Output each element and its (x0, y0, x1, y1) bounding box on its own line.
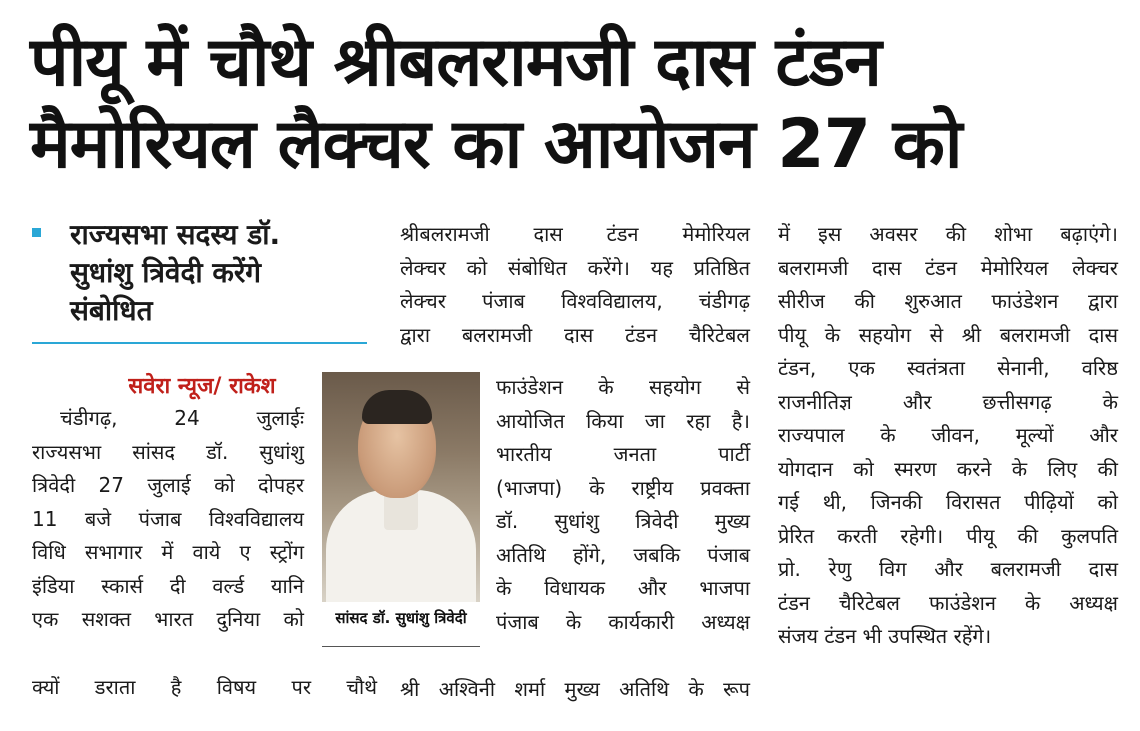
col1-line: 11 बजे पंजाब विश्वविद्यालय (32, 506, 304, 531)
subhead-line-2: सुधांशु त्रिवेदी करेंगे (70, 256, 262, 289)
col1-tail-line: क्यों डराता है विषय पर चौथे (32, 675, 377, 699)
col2-line: डॉ. सुधांशु त्रिवेदी मुख्य (496, 509, 750, 533)
column-2-bottom (400, 673, 750, 707)
col1-tail (32, 671, 377, 705)
col3-line: टंडन चैरिटेबल फाउंडेशन के अध्यक्ष (778, 590, 1118, 615)
byline: सवेरा न्यूज/ राकेश (128, 374, 276, 399)
column-1 (32, 402, 304, 637)
subhead (70, 216, 367, 330)
bullet-square-icon (32, 228, 41, 237)
headline-line-1: पीयू में चौथे श्रीबलरामजी दास टंडन (30, 23, 881, 102)
photo-caption: सांसद डॉ. सुधांशु त्रिवेदी (335, 609, 467, 627)
column-2-middle (496, 371, 750, 639)
subhead-divider (32, 342, 367, 344)
col3-line: राज्यपाल के जीवन, मूल्यों और (778, 423, 1118, 447)
col2-line: श्रीबलरामजी दास टंडन मेमोरियल (400, 222, 750, 246)
col2-line: अतिथि होंगे, जबकि पंजाब (496, 542, 750, 567)
col2-line: के विधायक और भाजपा (496, 576, 750, 600)
col1-line: विधि सभागार में वाये ए स्ट्रोंग (32, 540, 304, 564)
col3-line: गई थी, जिनकी विरासत पीढ़ियों को (778, 490, 1118, 514)
caption-divider (322, 646, 480, 647)
subhead-block (32, 216, 367, 330)
col2-line: द्वारा बलरामजी दास टंडन चैरिटेबल (400, 322, 750, 347)
col2-line: लेक्चर को संबोधित करेंगे। यह प्रतिष्ठित (400, 255, 750, 280)
col3-line: राजनीतिज्ञ और छत्तीसगढ़ के (778, 389, 1118, 414)
headline-line-2: मैमोरियल लैक्चर का आयोजन 27 को (30, 105, 962, 184)
headline (30, 22, 1125, 186)
col1-line: चंडीगढ़, 24 जुलाईः (60, 406, 304, 430)
col1-line: इंडिया स्कार्स दी वर्ल्ड यानि (32, 573, 304, 598)
col2-line: आयोजित किया जा रहा है। (496, 408, 750, 433)
col3-line: सीरीज की शुरुआत फाउंडेशन द्वारा (778, 289, 1118, 313)
photo-hair-shape (362, 390, 432, 424)
subhead-line-3: संबोधित (70, 294, 153, 327)
col3-line: में इस अवसर की शोभा बढ़ाएंगे। (778, 222, 1118, 246)
portrait-photo (322, 372, 480, 602)
col3-line: योगदान को स्मरण करने के लिए की (778, 456, 1118, 481)
col3-line: संजय टंडन भी उपस्थित रहेंगे। (778, 624, 992, 648)
column-3 (778, 218, 1118, 654)
column-2-top (400, 218, 750, 352)
col1-line: एक सशक्त भारत दुनिया को (32, 607, 304, 631)
col2-line: (भाजपा) के राष्ट्रीय प्रवक्ता (496, 475, 750, 500)
col3-line: प्रेरित करती रहेगी। पीयू की कुलपति (778, 523, 1118, 548)
col2-line: पंजाब के कार्यकारी अध्यक्ष (496, 609, 750, 634)
col2-line: लेक्चर पंजाब विश्वविद्यालय, चंडीगढ़ (400, 289, 750, 313)
col2-line: श्री अश्विनी शर्मा मुख्य अतिथि के रूप (400, 677, 750, 701)
col3-line: प्रो. रेणु विग और बलरामजी दास (778, 557, 1118, 581)
col1-line: त्रिवेदी 27 जुलाई को दोपहर (32, 473, 304, 497)
col2-line: भारतीय जनता पार्टी (496, 442, 750, 466)
col3-line: पीयू के सहयोग से श्री बलरामजी दास (778, 322, 1118, 347)
subhead-line-1: राज्यसभा सदस्य डॉ. (70, 218, 281, 251)
col2-line: फाउंडेशन के सहयोग से (496, 375, 750, 399)
col3-line: बलरामजी दास टंडन मेमोरियल लेक्चर (778, 255, 1118, 280)
col1-line: राज्यसभा सांसद डॉ. सुधांशु (32, 439, 304, 464)
col3-line: टंडन, एक स्वतंत्रता सेनानी, वरिष्ठ (778, 356, 1118, 380)
